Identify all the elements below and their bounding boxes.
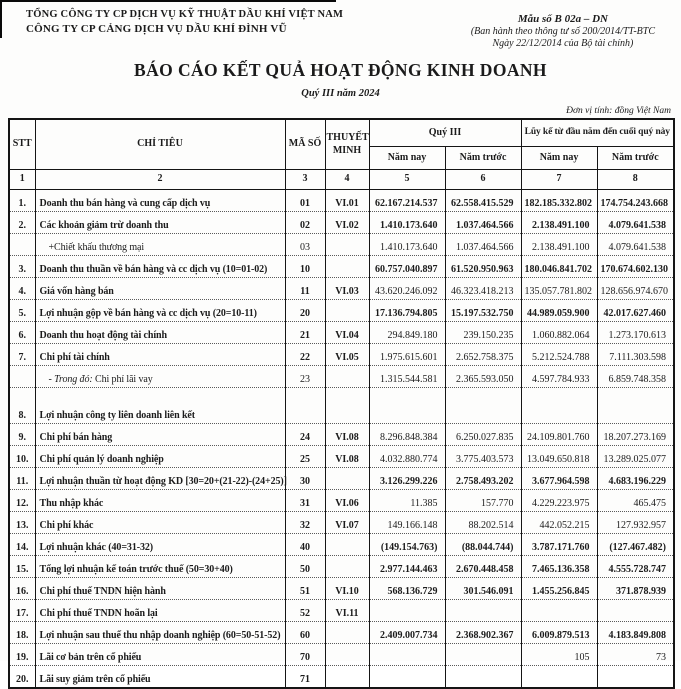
col-header-qtr-current: Năm nay [369, 147, 445, 170]
cell-qtr-prior [445, 644, 521, 666]
row-ma-so [285, 388, 325, 424]
row-label: Chi phí thuế TNDN hiện hành [35, 578, 285, 600]
cell-qtr-current: 8.296.848.384 [369, 424, 445, 446]
cell-ytd-prior [597, 388, 674, 424]
row-label: Lợi nhuận gộp về bán hàng và cc dịch vụ (20=10-11) [35, 300, 285, 322]
cell-qtr-current [369, 600, 445, 622]
cell-qtr-current: 1.410.173.640 [369, 212, 445, 234]
cell-qtr-current: 294.849.180 [369, 322, 445, 344]
col-index-2: 2 [35, 170, 285, 190]
cell-qtr-prior: (88.044.744) [445, 534, 521, 556]
row-ma-so: 71 [285, 666, 325, 689]
row-stt: 11. [9, 468, 35, 490]
cell-ytd-prior: 18.207.273.169 [597, 424, 674, 446]
report-table-body [9, 190, 674, 689]
report-title: BÁO CÁO KẾT QUẢ HOẠT ĐỘNG KINH DOANH [134, 60, 547, 80]
table-row [9, 234, 674, 256]
cell-qtr-prior: 15.197.532.750 [445, 300, 521, 322]
scan-edge-artifact-left [0, 0, 2, 38]
row-label: Các khoản giảm trừ doanh thu [35, 212, 285, 234]
row-stt: 6. [9, 322, 35, 344]
cell-qtr-current [369, 644, 445, 666]
row-ma-so: 31 [285, 490, 325, 512]
cell-ytd-current: 442.052.215 [521, 512, 597, 534]
row-ma-so: 21 [285, 322, 325, 344]
cell-qtr-current: 11.385 [369, 490, 445, 512]
row-thuyet-minh: VI.05 [325, 344, 369, 366]
cell-qtr-current [369, 388, 445, 424]
row-thuyet-minh: VI.04 [325, 322, 369, 344]
table-row [9, 366, 674, 388]
row-stt: 19. [9, 644, 35, 666]
cell-ytd-current: 182.185.332.802 [521, 190, 597, 212]
company-block [26, 9, 343, 49]
cell-ytd-current [521, 388, 597, 424]
table-row [9, 578, 674, 600]
column-index-row [9, 170, 674, 190]
row-thuyet-minh [325, 388, 369, 424]
cell-qtr-current: 62.167.214.537 [369, 190, 445, 212]
row-stt: 4. [9, 278, 35, 300]
row-thuyet-minh [325, 300, 369, 322]
col-header-ma-so: MÃ SỐ [285, 119, 325, 170]
row-thuyet-minh: VI.01 [325, 190, 369, 212]
cell-qtr-prior: 88.202.514 [445, 512, 521, 534]
row-thuyet-minh [325, 644, 369, 666]
cell-ytd-current: 7.465.136.358 [521, 556, 597, 578]
parent-company-name: TỔNG CÔNG TY CP DỊCH VỤ KỸ THUẬT DẦU KHÍ VIỆT NAM [26, 9, 344, 20]
cell-ytd-prior: 7.111.303.598 [597, 344, 674, 366]
cell-ytd-prior: 4.555.728.747 [597, 556, 674, 578]
row-stt: 1. [9, 190, 35, 212]
row-thuyet-minh [325, 666, 369, 689]
row-ma-so: 40 [285, 534, 325, 556]
cell-ytd-current: 135.057.781.802 [521, 278, 597, 300]
row-ma-so: 50 [285, 556, 325, 578]
row-ma-so: 51 [285, 578, 325, 600]
cell-qtr-prior: 6.250.027.835 [445, 424, 521, 446]
table-row [9, 344, 674, 366]
row-label: Tổng lợi nhuận kế toán trước thuế (50=30+40) [35, 556, 285, 578]
col-index-4: 4 [325, 170, 369, 190]
row-label: Giá vốn hàng bán [35, 278, 285, 300]
cell-qtr-current: 3.126.299.226 [369, 468, 445, 490]
cell-qtr-prior: 61.520.950.963 [445, 256, 521, 278]
cell-ytd-current: 105 [521, 644, 597, 666]
form-number: Mẫu số B 02a – DN [517, 13, 608, 25]
cell-qtr-prior: 2.368.902.367 [445, 622, 521, 644]
row-ma-so: 70 [285, 644, 325, 666]
col-header-qtr-prior: Năm trước [445, 147, 521, 170]
col-header-stt: STT [9, 119, 35, 170]
cell-qtr-current: 568.136.729 [369, 578, 445, 600]
cell-ytd-current: 3.677.964.598 [521, 468, 597, 490]
row-label: Lợi nhuận sau thuế thu nhập doanh nghiệp (60=50-51-52) [35, 622, 285, 644]
row-thuyet-minh: VI.03 [325, 278, 369, 300]
cell-ytd-prior: 127.932.957 [597, 512, 674, 534]
row-stt [9, 234, 35, 256]
row-label: +Chiết khấu thương mại [35, 234, 285, 256]
cell-ytd-current: 1.060.882.064 [521, 322, 597, 344]
cell-qtr-prior: 2.365.593.050 [445, 366, 521, 388]
cell-qtr-prior [445, 388, 521, 424]
row-label: Lãi cơ bản trên cổ phiếu [35, 644, 285, 666]
table-header [9, 119, 674, 190]
cell-qtr-current: 60.757.040.897 [369, 256, 445, 278]
cell-qtr-current: (149.154.763) [369, 534, 445, 556]
table-row [9, 600, 674, 622]
col-group-ytd: Lũy kế từ đầu năm đến cuối quý này [521, 119, 674, 147]
cell-qtr-prior: 2.652.758.375 [445, 344, 521, 366]
col-index-1: 1 [9, 170, 35, 190]
col-header-chi-tieu: CHỈ TIÊU [35, 119, 285, 170]
cell-ytd-prior: 170.674.602.130 [597, 256, 674, 278]
table-row [9, 322, 674, 344]
cell-ytd-current: 3.787.171.760 [521, 534, 597, 556]
col-header-ytd-prior: Năm trước [597, 147, 674, 170]
cell-qtr-prior [445, 600, 521, 622]
row-thuyet-minh: VI.11 [325, 600, 369, 622]
col-header-ytd-current: Năm nay [521, 147, 597, 170]
cell-ytd-current: 44.989.059.900 [521, 300, 597, 322]
row-ma-so: 25 [285, 446, 325, 468]
cell-ytd-current: 2.138.491.100 [521, 234, 597, 256]
table-row [9, 388, 674, 424]
cell-ytd-prior: 174.754.243.668 [597, 190, 674, 212]
row-thuyet-minh: VI.06 [325, 490, 369, 512]
cell-ytd-current: 24.109.801.760 [521, 424, 597, 446]
cell-ytd-prior: 4.079.641.538 [597, 212, 674, 234]
row-stt: 8. [9, 388, 35, 424]
row-thuyet-minh: VI.10 [325, 578, 369, 600]
cell-ytd-current: 13.049.650.818 [521, 446, 597, 468]
cell-qtr-current [369, 666, 445, 689]
row-label: Thu nhập khác [35, 490, 285, 512]
cell-ytd-prior: (127.467.482) [597, 534, 674, 556]
cell-ytd-prior: 42.017.627.460 [597, 300, 674, 322]
income-statement-table [8, 118, 675, 689]
row-label: - Trong đó: Chi phí lãi vay [35, 366, 285, 388]
cell-qtr-current: 149.166.148 [369, 512, 445, 534]
row-stt: 17. [9, 600, 35, 622]
cell-qtr-current: 2.409.007.734 [369, 622, 445, 644]
cell-qtr-current: 2.977.144.463 [369, 556, 445, 578]
row-thuyet-minh: VI.07 [325, 512, 369, 534]
row-stt: 20. [9, 666, 35, 689]
row-label: Doanh thu thuần về bán hàng và cc dịch vụ (10=01-02) [35, 256, 285, 278]
row-ma-so: 60 [285, 622, 325, 644]
row-stt: 10. [9, 446, 35, 468]
cell-ytd-current: 2.138.491.100 [521, 212, 597, 234]
row-label: Chi phí bán hàng [35, 424, 285, 446]
cell-ytd-prior: 465.475 [597, 490, 674, 512]
table-row [9, 446, 674, 468]
row-label: Chi phí quản lý doanh nghiệp [35, 446, 285, 468]
col-index-8: 8 [597, 170, 674, 190]
table-row [9, 190, 674, 212]
row-label: Lãi suy giảm trên cổ phiếu [35, 666, 285, 689]
col-group-quarter: Quý III [369, 119, 521, 147]
table-row [9, 278, 674, 300]
cell-qtr-current: 43.620.246.092 [369, 278, 445, 300]
cell-ytd-prior: 1.273.170.613 [597, 322, 674, 344]
table-row [9, 644, 674, 666]
row-thuyet-minh [325, 556, 369, 578]
table-row [9, 556, 674, 578]
row-ma-so: 01 [285, 190, 325, 212]
col-header-thuyet-minh: THUYẾT MINH [325, 119, 369, 170]
table-row [9, 212, 674, 234]
row-stt: 12. [9, 490, 35, 512]
cell-qtr-prior: 2.670.448.458 [445, 556, 521, 578]
row-thuyet-minh: VI.02 [325, 212, 369, 234]
row-stt [9, 366, 35, 388]
row-ma-so: 24 [285, 424, 325, 446]
col-index-7: 7 [521, 170, 597, 190]
row-stt: 2. [9, 212, 35, 234]
cell-ytd-current: 180.046.841.702 [521, 256, 597, 278]
row-thuyet-minh [325, 234, 369, 256]
cell-ytd-current [521, 600, 597, 622]
table-row [9, 256, 674, 278]
cell-ytd-current: 6.009.879.513 [521, 622, 597, 644]
cell-ytd-current [521, 666, 597, 689]
row-label: Lợi nhuận khác (40=31-32) [35, 534, 285, 556]
row-ma-so: 52 [285, 600, 325, 622]
row-ma-so: 32 [285, 512, 325, 534]
form-circular-line: (Ban hành theo thông tư số 200/2014/TT-BTC [470, 26, 655, 37]
col-index-3: 3 [285, 170, 325, 190]
row-label: Chi phí khác [35, 512, 285, 534]
cell-ytd-prior [597, 666, 674, 689]
cell-qtr-current: 1.975.615.601 [369, 344, 445, 366]
table-row [9, 300, 674, 322]
row-ma-so: 23 [285, 366, 325, 388]
row-thuyet-minh [325, 534, 369, 556]
table-row [9, 424, 674, 446]
table-row [9, 534, 674, 556]
row-ma-so: 22 [285, 344, 325, 366]
row-thuyet-minh: VI.08 [325, 424, 369, 446]
row-stt: 15. [9, 556, 35, 578]
cell-qtr-prior: 1.037.464.566 [445, 234, 521, 256]
form-date-line: Ngày 22/12/2014 của Bộ tài chính) [492, 38, 634, 49]
cell-ytd-prior: 73 [597, 644, 674, 666]
cell-qtr-prior: 1.037.464.566 [445, 212, 521, 234]
cell-ytd-prior: 4.183.849.808 [597, 622, 674, 644]
row-label: Doanh thu bán hàng và cung cấp dịch vụ [35, 190, 285, 212]
col-index-5: 5 [369, 170, 445, 190]
table-row [9, 622, 674, 644]
cell-qtr-prior: 62.558.415.529 [445, 190, 521, 212]
cell-ytd-prior: 6.859.748.358 [597, 366, 674, 388]
cell-qtr-prior: 3.775.403.573 [445, 446, 521, 468]
scan-edge-artifact-top [0, 0, 336, 2]
row-ma-so: 10 [285, 256, 325, 278]
table-row [9, 490, 674, 512]
cell-ytd-prior: 13.289.025.077 [597, 446, 674, 468]
cell-ytd-current: 4.229.223.975 [521, 490, 597, 512]
cell-qtr-prior: 157.770 [445, 490, 521, 512]
form-reference-block [471, 13, 671, 49]
company-name: CÔNG TY CP CẢNG DỊCH VỤ DẦU KHÍ ĐÌNH VŨ [26, 23, 287, 35]
document-header [0, 0, 681, 49]
row-thuyet-minh [325, 256, 369, 278]
col-index-6: 6 [445, 170, 521, 190]
cell-qtr-prior: 46.323.418.213 [445, 278, 521, 300]
row-stt: 16. [9, 578, 35, 600]
row-stt: 5. [9, 300, 35, 322]
row-ma-so: 03 [285, 234, 325, 256]
cell-qtr-current: 1.315.544.581 [369, 366, 445, 388]
row-label: Doanh thu hoạt động tài chính [35, 322, 285, 344]
cell-ytd-current: 5.212.524.788 [521, 344, 597, 366]
row-thuyet-minh [325, 622, 369, 644]
row-label: Lợi nhuận công ty liên doanh liên kết [35, 388, 285, 424]
table-row [9, 468, 674, 490]
row-ma-so: 11 [285, 278, 325, 300]
row-stt: 3. [9, 256, 35, 278]
currency-unit-note: Đơn vị tính: đồng Việt Nam [566, 106, 671, 116]
row-ma-so: 30 [285, 468, 325, 490]
row-thuyet-minh [325, 366, 369, 388]
cell-qtr-current: 1.410.173.640 [369, 234, 445, 256]
cell-ytd-current: 4.597.784.933 [521, 366, 597, 388]
table-row [9, 666, 674, 689]
row-stt: 14. [9, 534, 35, 556]
cell-ytd-current: 1.455.256.845 [521, 578, 597, 600]
cell-ytd-prior: 4.683.196.229 [597, 468, 674, 490]
row-stt: 13. [9, 512, 35, 534]
cell-qtr-prior: 239.150.235 [445, 322, 521, 344]
row-thuyet-minh [325, 468, 369, 490]
row-thuyet-minh: VI.08 [325, 446, 369, 468]
row-ma-so: 02 [285, 212, 325, 234]
table-row [9, 512, 674, 534]
row-label: Chi phí thuế TNDN hoãn lại [35, 600, 285, 622]
report-period: Quý III năm 2024 [301, 88, 380, 99]
cell-ytd-prior: 371.878.939 [597, 578, 674, 600]
cell-qtr-prior: 301.546.091 [445, 578, 521, 600]
cell-ytd-prior [597, 600, 674, 622]
row-ma-so: 20 [285, 300, 325, 322]
cell-qtr-prior: 2.758.493.202 [445, 468, 521, 490]
row-label: Chi phí tài chính [35, 344, 285, 366]
cell-qtr-current: 17.136.794.805 [369, 300, 445, 322]
row-stt: 18. [9, 622, 35, 644]
cell-qtr-prior [445, 666, 521, 689]
row-stt: 7. [9, 344, 35, 366]
row-label: Lợi nhuận thuần từ hoạt động KD [30=20+(21-22)-(24+25)] [35, 468, 285, 490]
cell-ytd-prior: 4.079.641.538 [597, 234, 674, 256]
row-stt: 9. [9, 424, 35, 446]
cell-ytd-prior: 128.656.974.670 [597, 278, 674, 300]
cell-qtr-current: 4.032.880.774 [369, 446, 445, 468]
